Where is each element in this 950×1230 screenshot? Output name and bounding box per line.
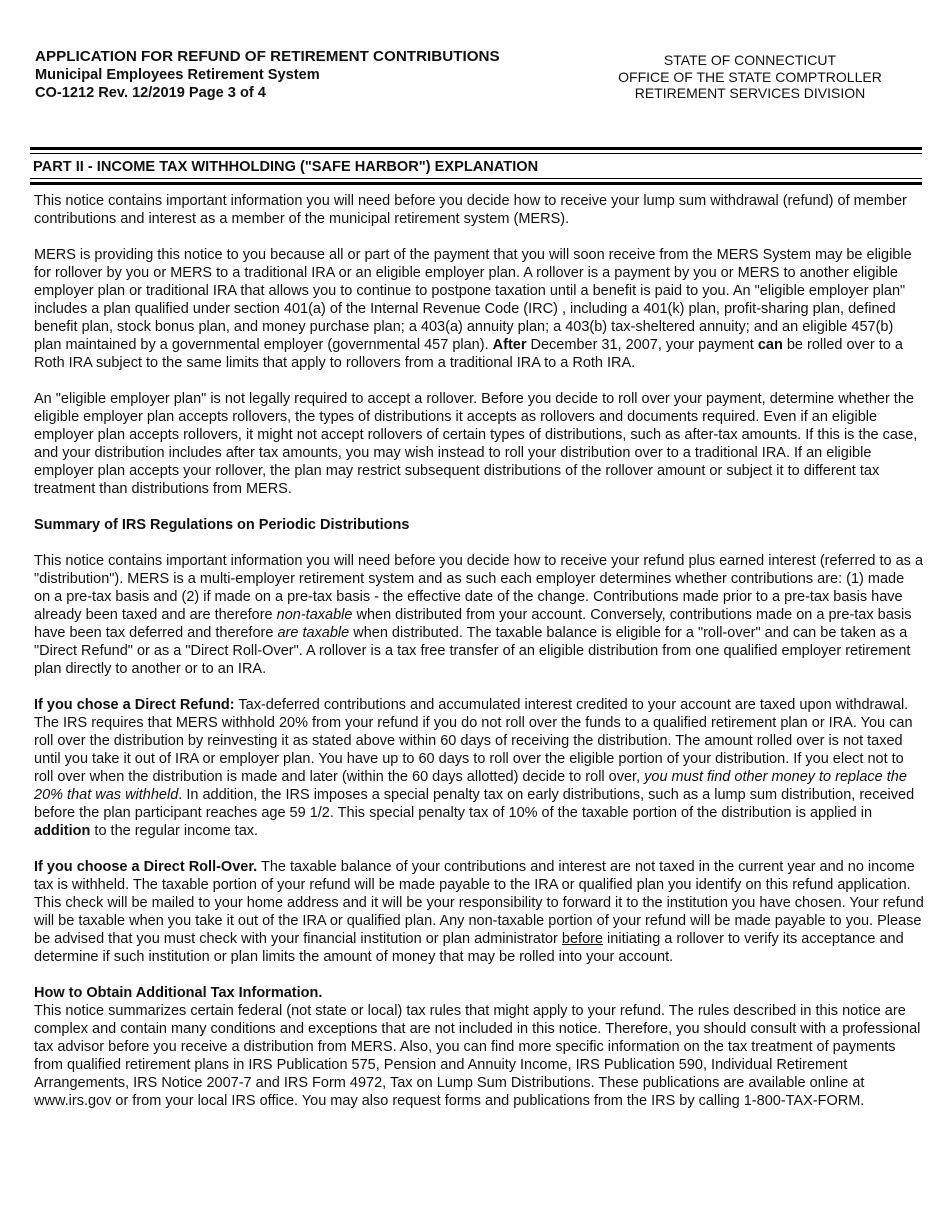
rollover-eligibility-paragraph xyxy=(34,246,924,372)
divider-top-thick xyxy=(30,147,922,150)
emphasis-replace-withheld: you must find other money to replace the 20% that was withheld xyxy=(34,769,907,803)
text-run: to the regular income tax. xyxy=(90,823,259,839)
emphasis-non-taxable: non-taxable xyxy=(276,607,353,623)
additional-info-heading: How to Obtain Additional Tax Information. xyxy=(34,985,323,1001)
emphasis-can: can xyxy=(757,337,783,353)
emphasis-addition: addition xyxy=(34,823,91,839)
additional-info-paragraph: This notice summarizes certain federal (not state or local) tax rules that might apply to your refund. The rules described in this notice are complex and contain many conditions and exceptions that are not included in this notice. Therefore, you should consult with a professional tax advisor before you receive a distribution from MERS. Also, you can find more specific information on the tax treatment of payments from qualified retirement plans in IRS Publication 575, Pension and Annuity Income, IRS Publication 590, Individual Retirement Arrangements, IRS Notice 2007-7 and IRS Form 4972, Tax on Lump Sum Distributions. These publications are available online at www.irs.gov or from your local IRS office. You may also request forms and publications from the IRS by calling 1-800-TAX-FORM. xyxy=(34,1003,921,1109)
direct-rollover-paragraph xyxy=(34,858,924,966)
direct-rollover-lead: If you choose a Direct Roll-Over. xyxy=(34,859,258,875)
distribution-paragraph xyxy=(34,552,924,678)
divider-bottom-thick xyxy=(30,182,922,185)
agency-line-3: RETIREMENT SERVICES DIVISION xyxy=(634,85,866,101)
text-run: when distributed. The taxable balance is eligible for a "roll-over" and can be taken as a "Direct Refund" or as a "Direct Roll-Over". A rollover is a tax free transfer of an eligible distribution from one qualified employer retirement plan directly to another or to an IRA. xyxy=(34,625,911,677)
text-run: Tax-deferred contributions and accumulated interest credited to your account are taxed upon withdrawal. The IRS requires that MERS withhold 20% from your refund if you do not roll over the funds to a qualified retirement plan or IRA. You can roll over the distribution by reinvesting it as stated above within 60 days of receiving the distribution. The amount rolled over is not taxed until you take it out of IRA or employer plan. You have up to 60 days to roll over the eligible portion of your distribution. If you elect not to roll over when the distribution is made and later (within the 60 days allotted) decide to roll over, xyxy=(34,697,913,785)
form-id: CO-1212 Rev. 12/2019 Page 3 of 4 xyxy=(35,85,266,101)
employer-plan-paragraph: An "eligible employer plan" is not legally required to accept a rollover. Before you decide to roll over your payment, determine whether the eligible employer plan accepts rollovers, the types of distributions it accepts as rollovers and documents required. Even if an eligible employer plan accepts rollovers, it might not accept rollovers of certain types of distributions, such as after-tax amounts. If this is the case, and your distribution includes after tax amounts, you may wish instead to roll your distribution over to a traditional IRA. If an eligible employer plan accepts your rollover, the plan may restrict subsequent distributions of the rollover amount or subject it to different tax treatment than distributions from MERS. xyxy=(34,391,918,497)
divider-top-thin xyxy=(30,153,922,154)
text-run: when distributed from your account. Conversely, contributions made on a pre-tax basis have been tax deferred and therefore xyxy=(34,607,912,641)
text-run: December 31, 2007, your payment xyxy=(526,337,758,353)
text-run: . In addition, the IRS imposes a special penalty tax on early distributions, such as a lump sum distribution, received before the plan participant reaches age 59 1/2. This special penalty tax of 10% of the taxable portion of the distribution is applied in xyxy=(34,787,915,821)
part-title: PART II - INCOME TAX WITHHOLDING ("SAFE HARBOR") EXPLANATION xyxy=(33,159,539,175)
direct-refund-lead: If you chose a Direct Refund: xyxy=(34,697,235,713)
system-name: Municipal Employees Retirement System xyxy=(35,67,320,83)
agency-line-1: STATE OF CONNECTICUT xyxy=(663,52,837,68)
emphasis-are-taxable: are taxable xyxy=(277,625,350,641)
intro-paragraph: This notice contains important information you will need before you decide how to receive your lump sum withdrawal (refund) of member contributions and interest as a member of the municipal retirement system (MERS). xyxy=(34,193,907,227)
document-body xyxy=(34,192,924,1128)
text-run: This notice contains important information you will need before you decide how to receive your refund plus earned interest (referred to as a "distribution"). MERS is a multi-employer retirement system and as such each employer determines whether contributions are: (1) made on a pre-tax basis and (2) if made on a pre-tax basis - the effective date of the change. Contributions made prior to a pre-tax basis have already been taxed and are therefore xyxy=(34,553,924,623)
text-run: be rolled over to a Roth IRA subject to the same limits that apply to rollovers from a traditional IRA to a Roth IRA. xyxy=(34,337,903,371)
divider-bottom-thin xyxy=(30,178,922,179)
summary-heading: Summary of IRS Regulations on Periodic Distributions xyxy=(34,517,410,533)
agency-line-2: OFFICE OF THE STATE COMPTROLLER xyxy=(618,68,882,85)
form-title: APPLICATION FOR REFUND OF RETIREMENT CONTRIBUTIONS xyxy=(35,48,500,65)
form-header xyxy=(35,48,500,102)
text-run: initiating a rollover to verify its acceptance and determine if such institution or plan limits the amount of money that may be rolled into your account. xyxy=(34,931,904,965)
agency-block xyxy=(605,52,895,102)
emphasis-before: before xyxy=(561,931,604,947)
text-run: The taxable balance of your contributions and interest are not taxed in the current year and no income tax is withheld. The taxable portion of your refund will be made payable to the IRA or qualified plan you identify on this refund application. This check will be mailed to your home address and it will be your responsibility to forward it to the institution you have chosen. Your refund will be taxable when you take it out of the IRA or qualified plan. Any non-taxable portion of your refund will be made payable to you. Please be advised that you must check with your financial institution or plan administrator xyxy=(34,859,924,947)
emphasis-after: After xyxy=(492,337,527,353)
text-run: MERS is providing this notice to you because all or part of the payment that you will soon receive from the MERS System may be eligible for rollover by you or MERS to a traditional IRA or an eligible employer plan. A rollover is a payment by you or MERS to another eligible employer plan or traditional IRA that allows you to continue to postpone taxation until a benefit is paid to you. An "eligible employer plan" includes a plan qualified under section 401(a) of the Internal Revenue Code (IRC) , including a 401(k) plan, profit-sharing plan, defined benefit plan, stock bonus plan, and money purchase plan; a 403(a) annuity plan; a 403(b) tax-sheltered annuity; and an eligible 457(b) plan maintained by a governmental employer (governmental 457 plan). xyxy=(34,247,912,353)
direct-refund-paragraph xyxy=(34,696,924,840)
